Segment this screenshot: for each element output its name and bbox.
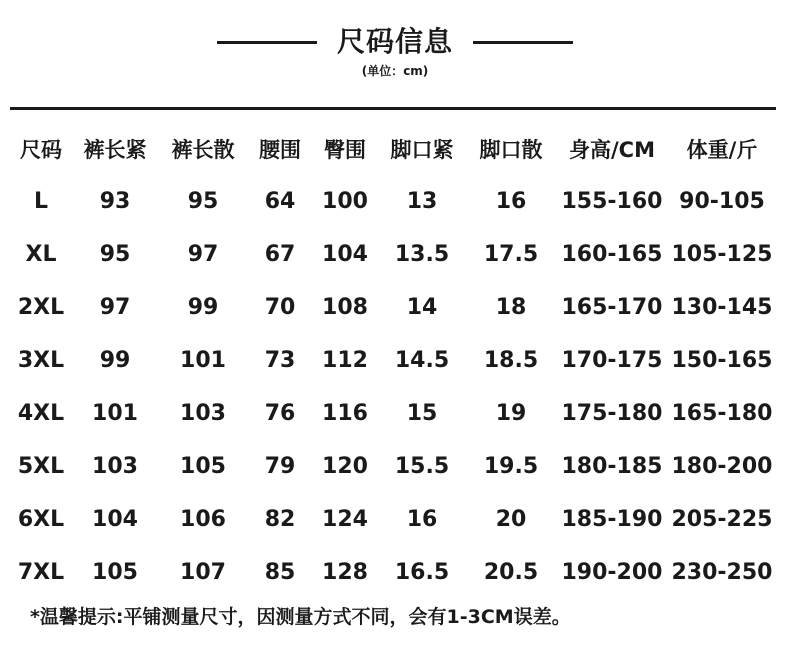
table-cell: 4XL [17,401,65,426]
table-cell: 64 [264,189,296,214]
column-header: 脚口散 [479,137,543,162]
unit-label: (单位：cm) [361,64,429,78]
column-header: 身高/CM [569,137,655,162]
title-line-right [473,41,573,44]
table-cell: 20.5 [483,560,539,585]
table-cell: 20 [495,507,527,532]
table-cell: 19 [495,401,527,426]
table-row [10,546,776,599]
table-row [10,281,776,334]
column-header: 脚口紧 [390,137,454,162]
table-cell: 160-165 [561,242,663,267]
table-cell: 99 [187,295,219,320]
table-cell: 15 [406,401,438,426]
table-row [10,387,776,440]
table-cell: 14.5 [394,348,450,373]
table-cell: 19.5 [483,454,539,479]
table-cell: 175-180 [561,401,663,426]
table-cell: 14 [406,295,438,320]
table-cell: 150-165 [671,348,773,373]
table-row [10,440,776,493]
table-cell: L [33,189,49,214]
table-row [10,493,776,546]
column-header: 腰围 [259,137,301,162]
table-cell: 130-145 [671,295,773,320]
table-cell: 128 [322,560,368,585]
column-header: 裤长紧 [83,137,147,162]
table-cell: 108 [322,295,368,320]
table-cell: 97 [99,295,131,320]
table-cell: 17.5 [483,242,539,267]
table-cell: 99 [99,348,131,373]
table-cell: 165-170 [561,295,663,320]
table-cell: 79 [264,454,296,479]
column-header: 体重/斤 [686,137,758,162]
table-cell: 124 [322,507,368,532]
table-cell: 104 [92,507,138,532]
table-cell: 7XL [17,560,65,585]
table-cell: 16 [495,189,527,214]
table-cell: 15.5 [394,454,450,479]
table-cell: 103 [180,401,226,426]
page-title: 尺码信息 [336,25,453,58]
table-cell: 106 [180,507,226,532]
table-cell: 3XL [17,348,65,373]
table-row [10,175,776,228]
table-cell: 107 [180,560,226,585]
table-cell: 13 [406,189,438,214]
table-cell: 101 [180,348,226,373]
table-cell: 95 [99,242,131,267]
table-cell: 67 [264,242,296,267]
table-cell: 2XL [17,295,65,320]
divider [10,107,776,110]
table-cell: 95 [187,189,219,214]
table-cell: 16 [406,507,438,532]
table-cell: 82 [264,507,296,532]
table-cell: 18.5 [483,348,539,373]
table-cell: 105 [92,560,138,585]
table-header-row [10,122,776,175]
table-cell: 93 [99,189,131,214]
table-cell: 18 [495,295,527,320]
table-cell: 185-190 [561,507,663,532]
table-cell: 76 [264,401,296,426]
title-bar [0,22,790,62]
table-cell: 6XL [17,507,65,532]
table-cell: 120 [322,454,368,479]
table-cell: 105 [180,454,226,479]
column-header: 裤长散 [171,137,235,162]
table-cell: 13.5 [394,242,450,267]
column-header: 臀围 [324,137,366,162]
table-cell: 230-250 [671,560,773,585]
table-cell: 70 [264,295,296,320]
table-cell: 104 [322,242,368,267]
table-cell: 85 [264,560,296,585]
table-cell: 105-125 [671,242,773,267]
title-line-left [217,41,317,44]
table-cell: XL [25,242,57,267]
table-row [10,334,776,387]
table-cell: 165-180 [671,401,773,426]
table-cell: 90-105 [679,189,765,214]
table-cell: 155-160 [561,189,663,214]
table-row [10,228,776,281]
table-cell: 101 [92,401,138,426]
table-cell: 180-200 [671,454,773,479]
table-cell: 5XL [17,454,65,479]
table-cell: 73 [264,348,296,373]
table-cell: 205-225 [671,507,773,532]
table-body [10,175,776,599]
table-cell: 190-200 [561,560,663,585]
column-header: 尺码 [20,137,62,162]
footer-note: *温馨提示:平铺测量尺寸，因测量方式不同，会有1-3CM误差。 [30,606,571,628]
table-cell: 180-185 [561,454,663,479]
table-cell: 16.5 [394,560,450,585]
table-cell: 103 [92,454,138,479]
table-cell: 100 [322,189,368,214]
table-cell: 112 [322,348,368,373]
table-cell: 170-175 [561,348,663,373]
table-cell: 116 [322,401,368,426]
size-table [10,122,776,599]
table-cell: 97 [187,242,219,267]
